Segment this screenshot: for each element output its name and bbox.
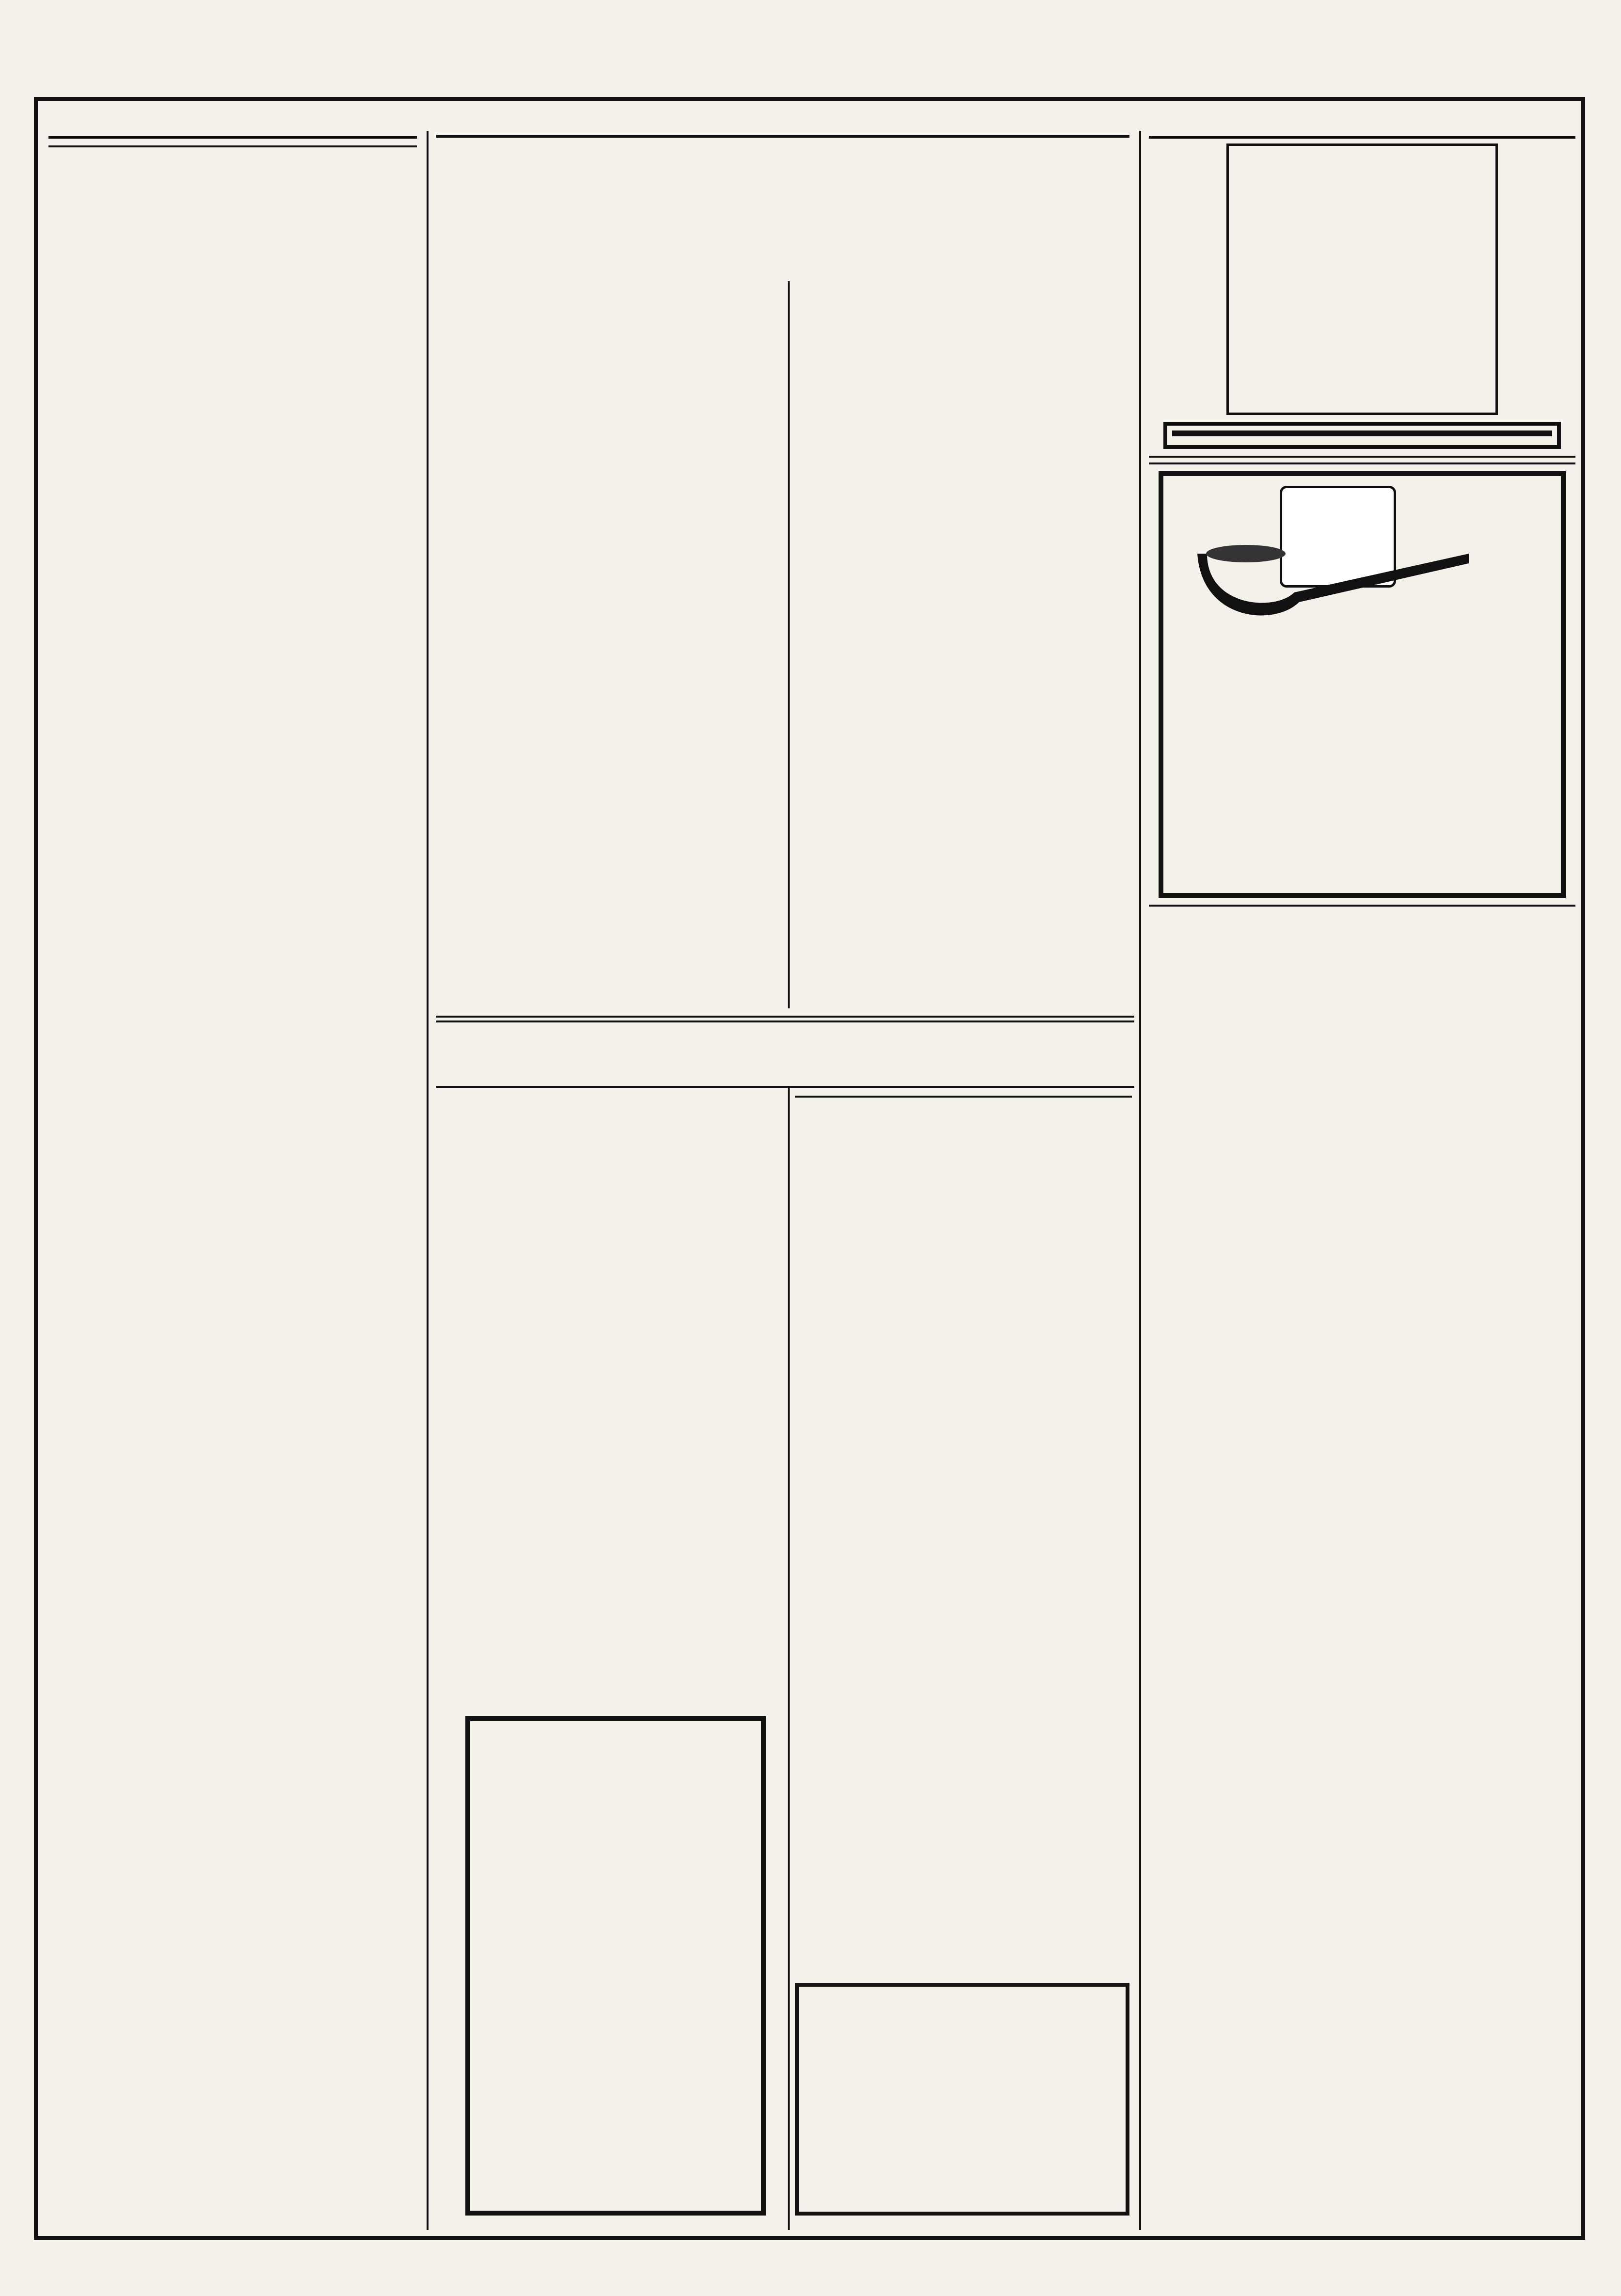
divider [1149, 456, 1575, 458]
crossword-grid [1226, 144, 1498, 415]
pipe-and-tin-illustration [1168, 481, 1556, 626]
divider [48, 145, 417, 147]
page-header [0, 0, 1621, 92]
divider [436, 1086, 1134, 1088]
religion-left-column [441, 1091, 780, 1706]
pipe-icon [1197, 534, 1478, 626]
left-column [48, 131, 417, 2230]
ad-title [1172, 430, 1552, 436]
column-rule-1 [427, 131, 429, 2230]
article-left-column [441, 213, 778, 1018]
crossword-banner [1149, 131, 1575, 139]
obesos-ad [465, 1716, 766, 2216]
camisas-ad [1163, 422, 1561, 449]
divider [795, 1096, 1132, 1098]
right-column [1149, 131, 1575, 2230]
article-headline [436, 131, 1129, 138]
article-right-column [797, 213, 1132, 1018]
tabaco-ad [1159, 471, 1566, 898]
divider [436, 1016, 1134, 1018]
divider [436, 1020, 1134, 1022]
crossword-row-numbers [1212, 144, 1226, 415]
column-rule-2 [1139, 131, 1141, 2230]
divider [1149, 462, 1575, 464]
crossword [1212, 144, 1512, 415]
divider [1149, 905, 1575, 907]
column-rule-4 [788, 1086, 790, 2230]
section-banner [48, 131, 417, 139]
religion-banner-box [436, 1028, 1134, 1086]
pensao-ad [795, 1983, 1129, 2216]
religion-right-column [795, 1091, 1132, 1973]
